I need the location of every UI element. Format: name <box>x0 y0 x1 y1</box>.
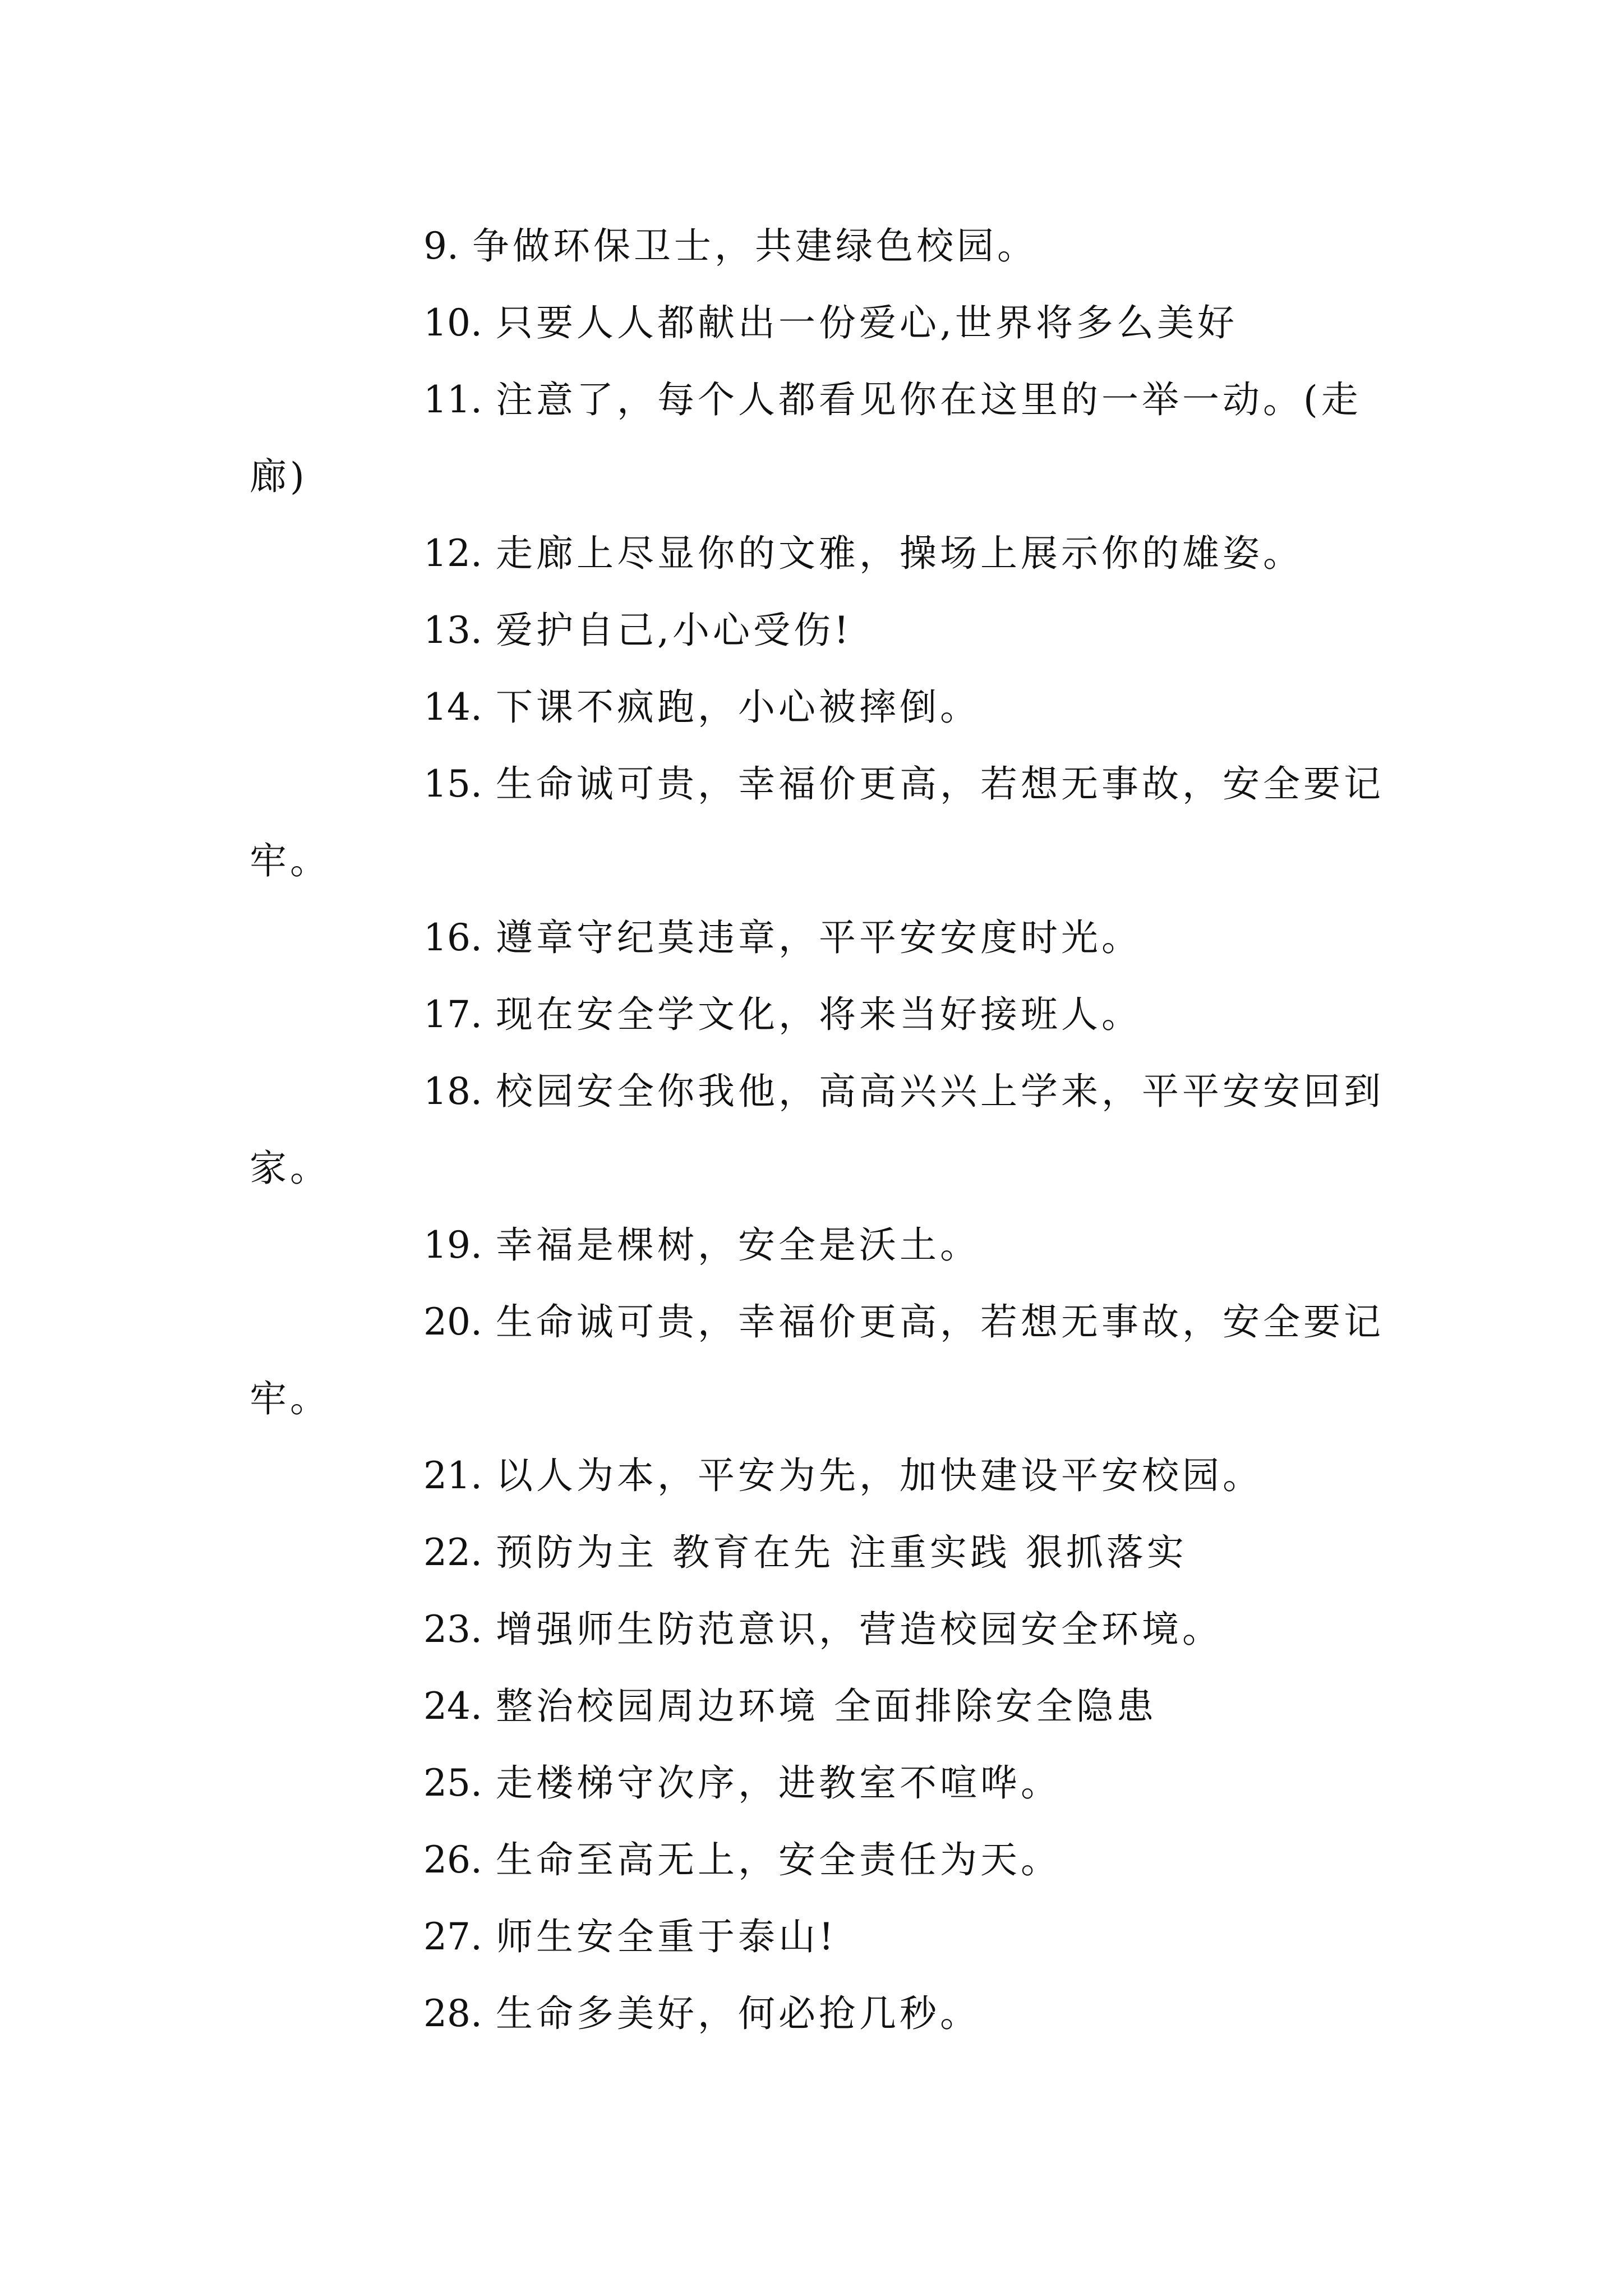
item-text: 遵章守纪莫违章，平平安安度时光。 <box>495 916 1142 959</box>
item-text: 校园安全你我他，高高兴兴上学来，平平安安回到家。 <box>250 1070 1384 1190</box>
item-number: 24. <box>423 1685 482 1728</box>
item-text: 走廊上尽显你的文雅，操场上展示你的雄姿。 <box>495 532 1303 575</box>
item-number: 28. <box>423 1992 482 2035</box>
item-number: 26. <box>423 1838 482 1881</box>
item-number: 25. <box>423 1761 482 1805</box>
item-text: 增强师生防范意识，营造校园安全环境。 <box>495 1608 1223 1651</box>
item-text: 现在安全学文化，将来当好接班人。 <box>495 993 1142 1036</box>
item-text: 预防为主 教育在先 注重实践 狠抓落实 <box>495 1531 1187 1574</box>
item-number: 9. <box>423 224 459 268</box>
list-item <box>250 284 1394 361</box>
item-number: 19. <box>423 1223 482 1267</box>
item-text: 注意了，每个人都看见你在这里的一举一动。(走廊) <box>250 378 1362 498</box>
item-number: 16. <box>423 916 482 959</box>
item-text: 整治校园周边环境 全面排除安全隐患 <box>495 1685 1157 1728</box>
list-item <box>250 976 1394 1053</box>
list-item <box>250 1283 1394 1437</box>
item-number: 18. <box>423 1070 482 1113</box>
list-item <box>250 1207 1394 1283</box>
item-number: 17. <box>423 993 482 1036</box>
item-text: 幸福是棵树，安全是沃土。 <box>495 1223 980 1267</box>
item-number: 27. <box>423 1915 482 1958</box>
list-item <box>250 361 1394 515</box>
item-number: 23. <box>423 1608 482 1651</box>
item-text: 以人为本，平安为先，加快建设平安校园。 <box>495 1454 1263 1497</box>
item-text: 师生安全重于泰山! <box>495 1915 837 1958</box>
item-text: 生命诚可贵，幸福价更高，若想无事故，安全要记牢。 <box>250 762 1384 882</box>
item-number: 20. <box>423 1300 482 1343</box>
item-text: 生命多美好，何必抢几秒。 <box>495 1992 980 2035</box>
item-number: 11. <box>423 378 482 421</box>
list-item <box>250 592 1394 669</box>
list-item <box>250 1668 1394 1745</box>
list-item <box>250 1514 1394 1591</box>
list-item <box>250 208 1394 284</box>
item-number: 21. <box>423 1454 482 1497</box>
item-number: 13. <box>423 609 482 652</box>
list-item <box>250 1053 1394 1207</box>
list-item <box>250 1975 1394 2052</box>
list-item <box>250 746 1394 899</box>
item-number: 15. <box>423 762 482 806</box>
item-text: 争做环保卫士，共建绿色校园。 <box>472 224 1038 268</box>
item-number: 14. <box>423 685 482 729</box>
list-item <box>250 1591 1394 1668</box>
list-item <box>250 1437 1394 1514</box>
item-text: 走楼梯守次序，进教室不喧哗。 <box>495 1761 1061 1805</box>
list-item <box>250 1898 1394 1975</box>
list-item <box>250 1821 1394 1898</box>
item-text: 爱护自己,小心受伤! <box>495 609 852 652</box>
item-number: 22. <box>423 1531 482 1574</box>
item-number: 10. <box>423 301 482 344</box>
item-text: 生命诚可贵，幸福价更高，若想无事故，安全要记牢。 <box>250 1300 1384 1420</box>
item-text: 生命至高无上，安全责任为天。 <box>495 1838 1061 1881</box>
item-number: 12. <box>423 532 482 575</box>
item-text: 下课不疯跑，小心被摔倒。 <box>495 685 980 729</box>
item-text: 只要人人都献出一份爱心,世界将多么美好 <box>495 301 1238 344</box>
list-item <box>250 669 1394 746</box>
slogan-list <box>250 208 1394 2052</box>
list-item <box>250 515 1394 592</box>
list-item <box>250 899 1394 976</box>
list-item <box>250 1745 1394 1821</box>
